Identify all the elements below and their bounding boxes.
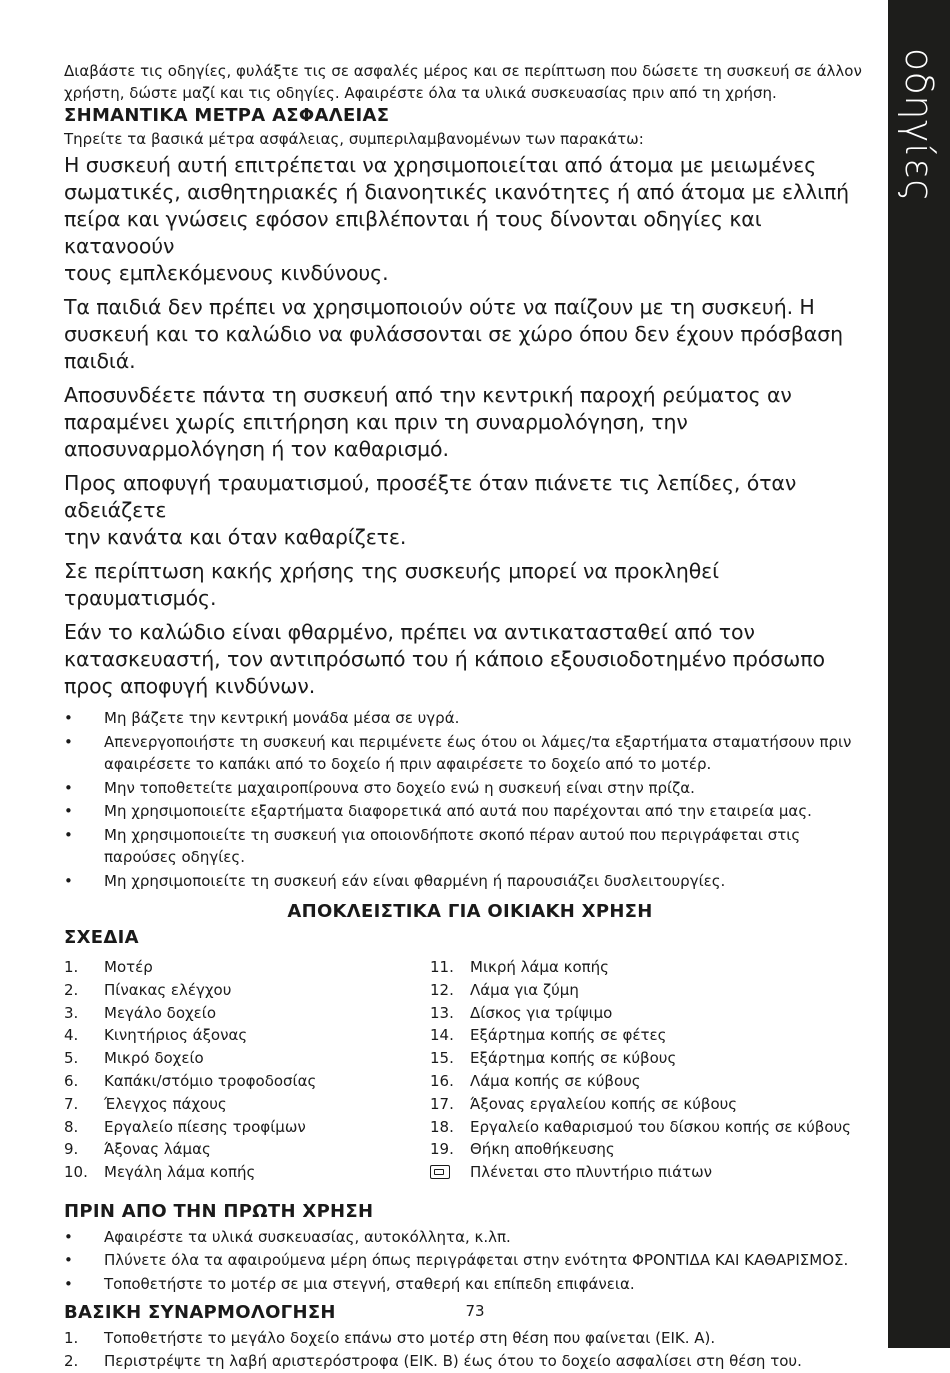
- parts-item-number: 16.: [430, 1071, 454, 1090]
- dishwasher-icon: [430, 1165, 450, 1179]
- parts-list-item: [430, 1070, 876, 1093]
- parts-item-number: 7.: [64, 1094, 79, 1113]
- intro-line: χρήστη, δώστε μαζί και τις οδηγίες. Αφαιρέστε όλα τα υλικά συσκευασίας πριν από τη χρήση.: [64, 84, 777, 102]
- safety-paragraph-line: Εάν το καλώδιο είναι φθαρμένο, πρέπει να αντικατασταθεί από τον: [64, 620, 755, 644]
- safety-paragraph-line: συσκευή και το καλώδιο να φυλάσσονται σε χώρο όπου δεν έχουν πρόσβαση: [64, 322, 843, 346]
- safety-bullet-item: [64, 870, 876, 893]
- intro-line: Διαβάστε τις οδηγίες, φυλάξτε τις σε ασφαλές μέρος και σε περίπτωση που δώσετε τη συσκευή σε άλλον: [64, 62, 862, 80]
- parts-item-label: Μεγάλη λάμα κοπής: [104, 1163, 256, 1182]
- parts-item-label: Θήκη αποθήκευσης: [470, 1140, 615, 1159]
- parts-item-label: Μικρή λάμα κοπής: [470, 958, 609, 976]
- parts-item-number: 8.: [64, 1117, 79, 1136]
- parts-list-item: [430, 979, 876, 1002]
- dishwasher-icon-wrap: [430, 1161, 470, 1184]
- side-tab-label: οδηγίες: [897, 47, 942, 203]
- first-use-heading: ΠΡΙΝ ΑΠΟ ΤΗΝ ΠΡΩΤΗ ΧΡΗΣΗ: [64, 1200, 374, 1222]
- safety-bullet-line: Μη χρησιμοποιείτε εξαρτήματα διαφορετικά από αυτά που παρέχονται από την εταιρεία μας.: [104, 802, 812, 820]
- parts-list-item: [64, 1002, 430, 1025]
- assembly-step: [64, 1327, 876, 1350]
- parts-list-item: [64, 1116, 430, 1139]
- side-tab: [888, 0, 950, 1348]
- safety-bullet-item: [64, 800, 876, 823]
- first-use-bullet-item: • Πλύνετε όλα τα αφαιρούμενα μέρη όπως περιγράφεται στην ενότητα ΦΡΟΝΤΙΔΑ ΚΑΙ ΚΑΘΑΡΙΣΜΟΣ.: [64, 1249, 876, 1272]
- safety-bullet-line: Μη χρησιμοποιείτε τη συσκευή για οποιονδήποτε σκοπό πέραν αυτού που περιγράφεται στις: [104, 825, 801, 844]
- first-use-bullet-item: • Τοποθετήστε το μοτέρ σε μια στεγνή, σταθερή και επίπεδη επιφάνεια.: [64, 1273, 876, 1296]
- parts-item-label: Πίνακας ελέγχου: [104, 980, 232, 999]
- parts-item-label: Έλεγχος πάχους: [104, 1094, 227, 1113]
- parts-list-item: [430, 1093, 876, 1116]
- first-use-bullet-list: [64, 1226, 876, 1296]
- safety-paragraph-line: Προς αποφυγή τραυματισμού, προσέξτε όταν πιάνετε τις λεπίδες, όταν αδειάζετε: [64, 471, 797, 522]
- parts-item-label: Εξάρτημα κοπής σε φέτες: [470, 1026, 667, 1045]
- parts-item-label: Λάμα κοπής σε κύβους: [470, 1071, 641, 1090]
- safety-paragraph-line: τους εμπλεκόμενους κινδύνους.: [64, 261, 389, 285]
- safety-bullet-line: Μη βάζετε την κεντρική μονάδα μέσα σε υγρά.: [104, 709, 460, 727]
- safety-bullet-line: Απενεργοποιήστε τη συσκευή και περιμένετε έως ότου οι λάμες/τα εξαρτήματα σταματήσουν πριν: [104, 732, 852, 751]
- parts-item-number: 3.: [64, 1003, 79, 1022]
- parts-item-number: 19.: [430, 1140, 454, 1159]
- parts-item-number: 9.: [64, 1140, 79, 1159]
- parts-item-label: Μοτέρ: [104, 958, 153, 976]
- parts-list-item: [64, 1138, 430, 1161]
- first-use-bullet-item: • Αφαιρέστε τα υλικά συσκευασίας, αυτοκόλλητα, κ.λπ.: [64, 1226, 876, 1249]
- parts-column-right: [430, 956, 876, 1184]
- parts-list-item: [64, 1161, 430, 1184]
- parts-list-item: [64, 979, 430, 1002]
- safety-bullet-line: παρούσες οδηγίες.: [104, 848, 245, 866]
- parts-item-number: 11.: [430, 958, 454, 976]
- parts-item-number: 13.: [430, 1003, 454, 1022]
- safety-subline: Τηρείτε τα βασικά μέτρα ασφάλειας, συμπεριλαμβανομένων των παρακάτω:: [64, 130, 644, 148]
- safety-paragraph-line: προς αποφυγή κινδύνων.: [64, 674, 316, 698]
- safety-paragraph-line: πείρα και γνώσεις εφόσον επιβλέπονται ή τους δίνονται οδηγίες και κατανοούν: [64, 207, 762, 258]
- parts-item-number: 18.: [430, 1117, 454, 1136]
- safety-bullet-list: [64, 707, 876, 892]
- safety-bullet-item: [64, 707, 876, 730]
- parts-list-item: [430, 1024, 876, 1047]
- assembly-step-number: 2.: [64, 1352, 79, 1371]
- safety-paragraphs: [64, 152, 876, 700]
- parts-item-number: 6.: [64, 1071, 79, 1090]
- safety-paragraph-line: αποσυναρμολόγηση ή τον καθαρισμό.: [64, 437, 449, 461]
- page-content: [64, 60, 876, 1373]
- safety-paragraph-line: παιδιά.: [64, 349, 136, 373]
- parts-item-number: 5.: [64, 1049, 79, 1068]
- parts-item-label: Μεγάλο δοχείο: [104, 1003, 217, 1022]
- safety-bullet-line: Μη χρησιμοποιείτε τη συσκευή εάν είναι φθαρμένη ή παρουσιάζει δυσλειτουργίες.: [104, 871, 726, 890]
- parts-item-number: 1.: [64, 958, 79, 976]
- parts-item-label: Εργαλείο καθαρισμού του δίσκου κοπής σε κύβους: [470, 1117, 851, 1136]
- parts-item-number: 4.: [64, 1026, 79, 1045]
- parts-item-label: Εξάρτημα κοπής σε κύβους: [470, 1049, 677, 1068]
- safety-bullet-item: [64, 731, 876, 776]
- parts-list-item: [64, 1047, 430, 1070]
- safety-bullet-line: Μην τοποθετείτε μαχαιροπίρουνα στο δοχείο ενώ η συσκευή είναι στην πρίζα.: [104, 778, 695, 797]
- assembly-step-text: Τοποθετήστε το μεγάλο δοχείο επάνω στο μοτέρ στη θέση που φαίνεται (ΕΙΚ. Α).: [104, 1329, 716, 1348]
- safety-paragraph: [64, 152, 876, 287]
- safety-paragraph-line: παραμένει χωρίς επιτήρηση και πριν τη συναρμολόγηση, την: [64, 410, 688, 434]
- safety-paragraph: [64, 619, 876, 700]
- safety-paragraph: [64, 382, 876, 463]
- parts-list-item: [64, 1070, 430, 1093]
- parts-item-number: 12.: [430, 980, 454, 999]
- household-use-heading: ΑΠΟΚΛΕΙΣΤΙΚΑ ΓΙΑ ΟΙΚΙΑΚΗ ΧΡΗΣΗ: [287, 901, 653, 922]
- safety-bullet-item: [64, 824, 876, 869]
- safety-paragraph-line: Τα παιδιά δεν πρέπει να χρησιμοποιούν ούτε να παίζουν με τη συσκευή. Η: [64, 295, 815, 319]
- parts-list-item: [64, 956, 430, 979]
- parts-item-label: Εργαλείο πίεσης τροφίμων: [104, 1117, 306, 1136]
- parts-list-item: [430, 1047, 876, 1070]
- assembly-step-list: [64, 1327, 876, 1373]
- parts-item-number: 14.: [430, 1026, 454, 1045]
- assembly-step: [64, 1350, 876, 1373]
- parts-item-label: Λάμα για ζύμη: [470, 980, 579, 999]
- assembly-step-text: Περιστρέψτε τη λαβή αριστερόστροφα (ΕΙΚ. Β) έως ότου το δοχείο ασφαλίσει στη θέση του.: [104, 1352, 802, 1371]
- parts-item-label: Δίσκος για τρίψιμο: [470, 1003, 613, 1022]
- safety-paragraph: [64, 470, 876, 551]
- parts-list: [64, 956, 876, 1184]
- safety-paragraph-line: την κανάτα και όταν καθαρίζετε.: [64, 525, 407, 549]
- assembly-heading: ΒΑΣΙΚΗ ΣΥΝΑΡΜΟΛΟΓΗΣΗ: [64, 1302, 336, 1324]
- safety-paragraph-line: Η συσκευή αυτή επιτρέπεται να χρησιμοποιείται από άτομα με μειωμένες: [64, 153, 817, 177]
- parts-list-item: [430, 956, 876, 979]
- dishwasher-label: Πλένεται στο πλυντήριο πιάτων: [470, 1163, 713, 1182]
- assembly-step-number: 1.: [64, 1329, 79, 1348]
- safety-bullet-line: αφαιρέσετε το καπάκι από το δοχείο ή πριν αφαιρέσετε το δοχείο από το μοτέρ.: [104, 755, 712, 773]
- parts-list-item: [64, 1024, 430, 1047]
- parts-list-item: [64, 1093, 430, 1116]
- parts-column-left: [64, 956, 430, 1184]
- parts-list-item: [430, 1116, 876, 1139]
- safety-paragraph-line: σωματικές, αισθητηριακές ή διανοητικές ικανότητες ή από άτομα με ελλιπή: [64, 180, 850, 204]
- parts-list-item: [430, 1002, 876, 1025]
- parts-item-label: Μικρό δοχείο: [104, 1049, 204, 1068]
- parts-item-label: Καπάκι/στόμιο τροφοδοσίας: [104, 1071, 317, 1090]
- safety-heading: ΣΗΜΑΝΤΙΚΑ ΜΕΤΡΑ ΑΣΦΑΛΕΙΑΣ: [64, 105, 390, 126]
- safety-paragraph-line: Αποσυνδέετε πάντα τη συσκευή από την κεντρική παροχή ρεύματος αν: [64, 383, 792, 407]
- parts-item-label: Άξονας εργαλείου κοπής σε κύβους: [470, 1094, 738, 1113]
- safety-paragraph-line: Σε περίπτωση κακής χρήσης της συσκευής μπορεί να προκληθεί τραυματισμός.: [64, 559, 719, 610]
- parts-list-item: [430, 1138, 876, 1161]
- parts-item-number: 10.: [64, 1163, 88, 1182]
- side-tab-label-wrap: [888, 0, 950, 250]
- safety-paragraph: [64, 558, 876, 612]
- dishwasher-note: [430, 1161, 876, 1184]
- page-number: 73: [465, 1302, 485, 1320]
- safety-paragraph-line: κατασκευαστή, τον αντιπρόσωπό του ή κάποιο εξουσιοδοτημένο πρόσωπο: [64, 647, 825, 671]
- safety-paragraph: [64, 294, 876, 375]
- parts-heading: ΣΧΕΔΙΑ: [64, 927, 139, 948]
- parts-item-label: Άξονας λάμας: [104, 1140, 211, 1159]
- parts-item-number: 2.: [64, 980, 79, 999]
- parts-item-number: 17.: [430, 1094, 454, 1113]
- safety-bullet-item: [64, 777, 876, 800]
- parts-item-label: Κινητήριος άξονας: [104, 1026, 248, 1045]
- parts-item-number: 15.: [430, 1049, 454, 1068]
